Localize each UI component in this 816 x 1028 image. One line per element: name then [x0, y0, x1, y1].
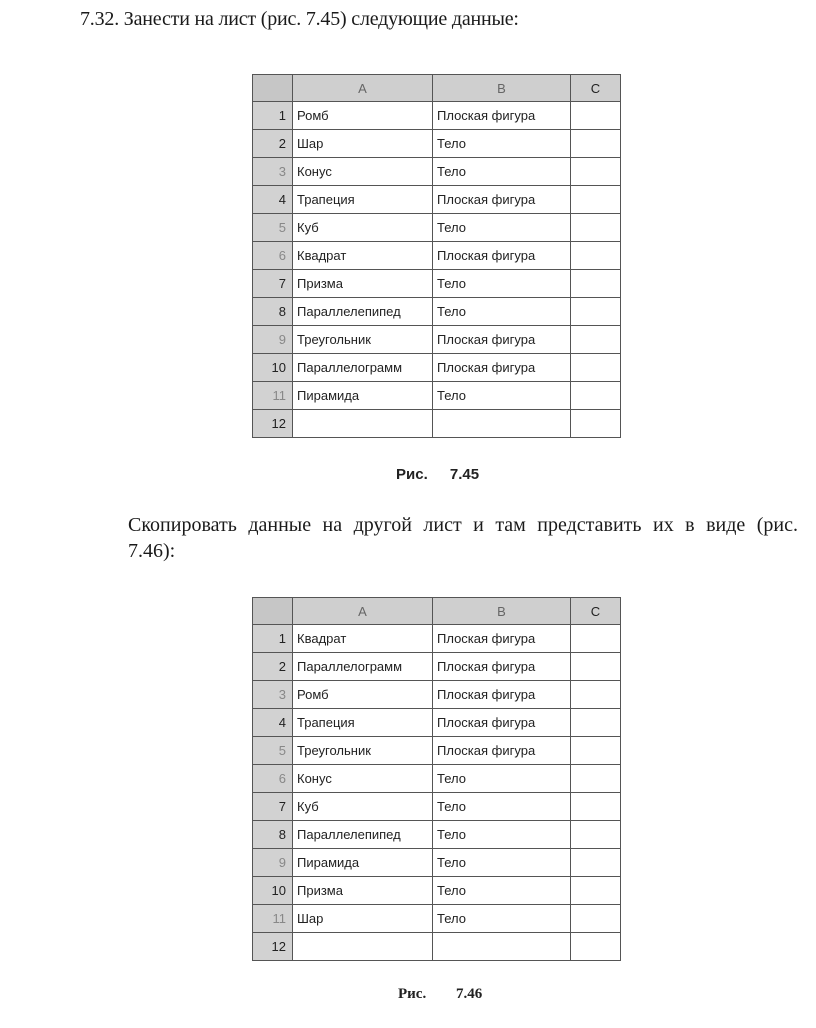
- cell-shape-name: Трапеция: [293, 186, 433, 214]
- cell-shape-name: Конус: [293, 765, 433, 793]
- instruction-text: Скопировать данные на другой лист и там представить их в виде (рис. 7.46):: [128, 514, 798, 562]
- cell-empty: [571, 821, 621, 849]
- column-header-b: B: [433, 598, 571, 625]
- row-number: 6: [253, 242, 293, 270]
- cell-empty: [571, 158, 621, 186]
- cell-empty: [571, 354, 621, 382]
- table-row: [253, 765, 621, 793]
- figure-caption-7-45: Рис. 7.45: [396, 466, 480, 483]
- cell-shape-name: Параллелограмм: [293, 653, 433, 681]
- cell-shape-type: Плоская фигура: [433, 326, 571, 354]
- table-row: [253, 354, 621, 382]
- cell-shape-type: Плоская фигура: [433, 709, 571, 737]
- row-number: 5: [253, 737, 293, 765]
- cell-empty: [571, 933, 621, 961]
- cell-shape-type: Плоская фигура: [433, 102, 571, 130]
- cell-shape-type: Плоская фигура: [433, 354, 571, 382]
- row-number: 11: [253, 905, 293, 933]
- row-number: 8: [253, 298, 293, 326]
- cell-empty: [571, 849, 621, 877]
- table-row: [253, 737, 621, 765]
- row-number: 12: [253, 933, 293, 961]
- table-row: [253, 625, 621, 653]
- cell-empty: [571, 793, 621, 821]
- row-number: 7: [253, 793, 293, 821]
- column-header-row: [253, 75, 621, 102]
- cell-shape-type: Тело: [433, 158, 571, 186]
- cell-empty: [571, 653, 621, 681]
- table-row: [253, 653, 621, 681]
- cell-shape-type: Плоская фигура: [433, 625, 571, 653]
- cell-empty: [571, 765, 621, 793]
- row-number: 1: [253, 102, 293, 130]
- table-row: [253, 821, 621, 849]
- cell-shape-name: Ромб: [293, 102, 433, 130]
- row-number: 2: [253, 653, 293, 681]
- row-number: 4: [253, 709, 293, 737]
- cell-shape-name: Параллелепипед: [293, 821, 433, 849]
- row-number: 10: [253, 354, 293, 382]
- cell-shape-type: Тело: [433, 765, 571, 793]
- corner-cell: [253, 598, 293, 625]
- cell-shape-type: [433, 933, 571, 961]
- cell-shape-type: Тело: [433, 270, 571, 298]
- table-row: [253, 933, 621, 961]
- table-row: [253, 410, 621, 438]
- cell-empty: [571, 270, 621, 298]
- cell-shape-name: Ромб: [293, 681, 433, 709]
- cell-shape-name: Квадрат: [293, 242, 433, 270]
- row-number: 11: [253, 382, 293, 410]
- table-row: [253, 270, 621, 298]
- figure-caption-7-46: Рис. 7.46: [398, 986, 483, 1002]
- table-row: [253, 102, 621, 130]
- corner-cell: [253, 75, 293, 102]
- cell-empty: [571, 382, 621, 410]
- cell-shape-type: Тело: [433, 849, 571, 877]
- row-number: 6: [253, 765, 293, 793]
- cell-empty: [571, 242, 621, 270]
- cell-empty: [571, 905, 621, 933]
- column-header-c: C: [571, 598, 621, 625]
- table-row: [253, 326, 621, 354]
- cell-shape-type: Тело: [433, 793, 571, 821]
- cell-empty: [571, 877, 621, 905]
- row-number: 2: [253, 130, 293, 158]
- cell-shape-type: Плоская фигура: [433, 737, 571, 765]
- table-row: [253, 793, 621, 821]
- table-row: [253, 186, 621, 214]
- row-number: 9: [253, 326, 293, 354]
- cell-shape-name: Куб: [293, 793, 433, 821]
- cell-shape-name: Пирамида: [293, 382, 433, 410]
- row-number: 12: [253, 410, 293, 438]
- cell-shape-name: Треугольник: [293, 737, 433, 765]
- row-number: 10: [253, 877, 293, 905]
- cell-shape-type: [433, 410, 571, 438]
- cell-shape-name: Трапеция: [293, 709, 433, 737]
- cell-shape-name: Квадрат: [293, 625, 433, 653]
- spreadsheet-figure-7-46: [252, 597, 621, 961]
- cell-shape-type: Тело: [433, 382, 571, 410]
- column-header-row: [253, 598, 621, 625]
- row-number: 4: [253, 186, 293, 214]
- cell-empty: [571, 709, 621, 737]
- cell-shape-name: Призма: [293, 877, 433, 905]
- table-row: [253, 130, 621, 158]
- table-row: [253, 905, 621, 933]
- row-number: 3: [253, 681, 293, 709]
- table-row: [253, 158, 621, 186]
- cell-shape-type: Плоская фигура: [433, 681, 571, 709]
- column-header-a: A: [293, 75, 433, 102]
- row-number: 3: [253, 158, 293, 186]
- cell-shape-type: Плоская фигура: [433, 242, 571, 270]
- column-header-a: A: [293, 598, 433, 625]
- cell-shape-name: Шар: [293, 130, 433, 158]
- cell-shape-name: [293, 933, 433, 961]
- cell-shape-type: Плоская фигура: [433, 653, 571, 681]
- row-number: 7: [253, 270, 293, 298]
- cell-shape-name: Призма: [293, 270, 433, 298]
- cell-shape-type: Плоская фигура: [433, 186, 571, 214]
- table-row: [253, 877, 621, 905]
- cell-shape-type: Тело: [433, 877, 571, 905]
- cell-shape-name: Параллелепипед: [293, 298, 433, 326]
- cell-shape-type: Тело: [433, 905, 571, 933]
- cell-shape-name: Треугольник: [293, 326, 433, 354]
- cell-empty: [571, 130, 621, 158]
- cell-empty: [571, 625, 621, 653]
- cell-shape-name: Шар: [293, 905, 433, 933]
- row-number: 5: [253, 214, 293, 242]
- cell-empty: [571, 186, 621, 214]
- cell-empty: [571, 410, 621, 438]
- cell-empty: [571, 102, 621, 130]
- cell-shape-type: Тело: [433, 298, 571, 326]
- column-header-b: B: [433, 75, 571, 102]
- spreadsheet-figure-7-45: [252, 74, 621, 438]
- table-row: [253, 849, 621, 877]
- table-row: [253, 298, 621, 326]
- cell-shape-name: Куб: [293, 214, 433, 242]
- cell-shape-name: Параллелограмм: [293, 354, 433, 382]
- table-row: [253, 242, 621, 270]
- row-number: 1: [253, 625, 293, 653]
- column-header-c: C: [571, 75, 621, 102]
- cell-shape-type: Тело: [433, 821, 571, 849]
- table-row: [253, 214, 621, 242]
- table-row: [253, 382, 621, 410]
- cell-empty: [571, 681, 621, 709]
- cell-empty: [571, 214, 621, 242]
- cell-shape-name: Конус: [293, 158, 433, 186]
- cell-shape-name: Пирамида: [293, 849, 433, 877]
- cell-shape-name: [293, 410, 433, 438]
- cell-empty: [571, 326, 621, 354]
- cell-shape-type: Тело: [433, 130, 571, 158]
- table-row: [253, 709, 621, 737]
- row-number: 8: [253, 821, 293, 849]
- cell-shape-type: Тело: [433, 214, 571, 242]
- row-number: 9: [253, 849, 293, 877]
- cell-empty: [571, 737, 621, 765]
- table-row: [253, 681, 621, 709]
- problem-heading: 7.32. Занести на лист (рис. 7.45) следующие данные:: [80, 8, 519, 30]
- cell-empty: [571, 298, 621, 326]
